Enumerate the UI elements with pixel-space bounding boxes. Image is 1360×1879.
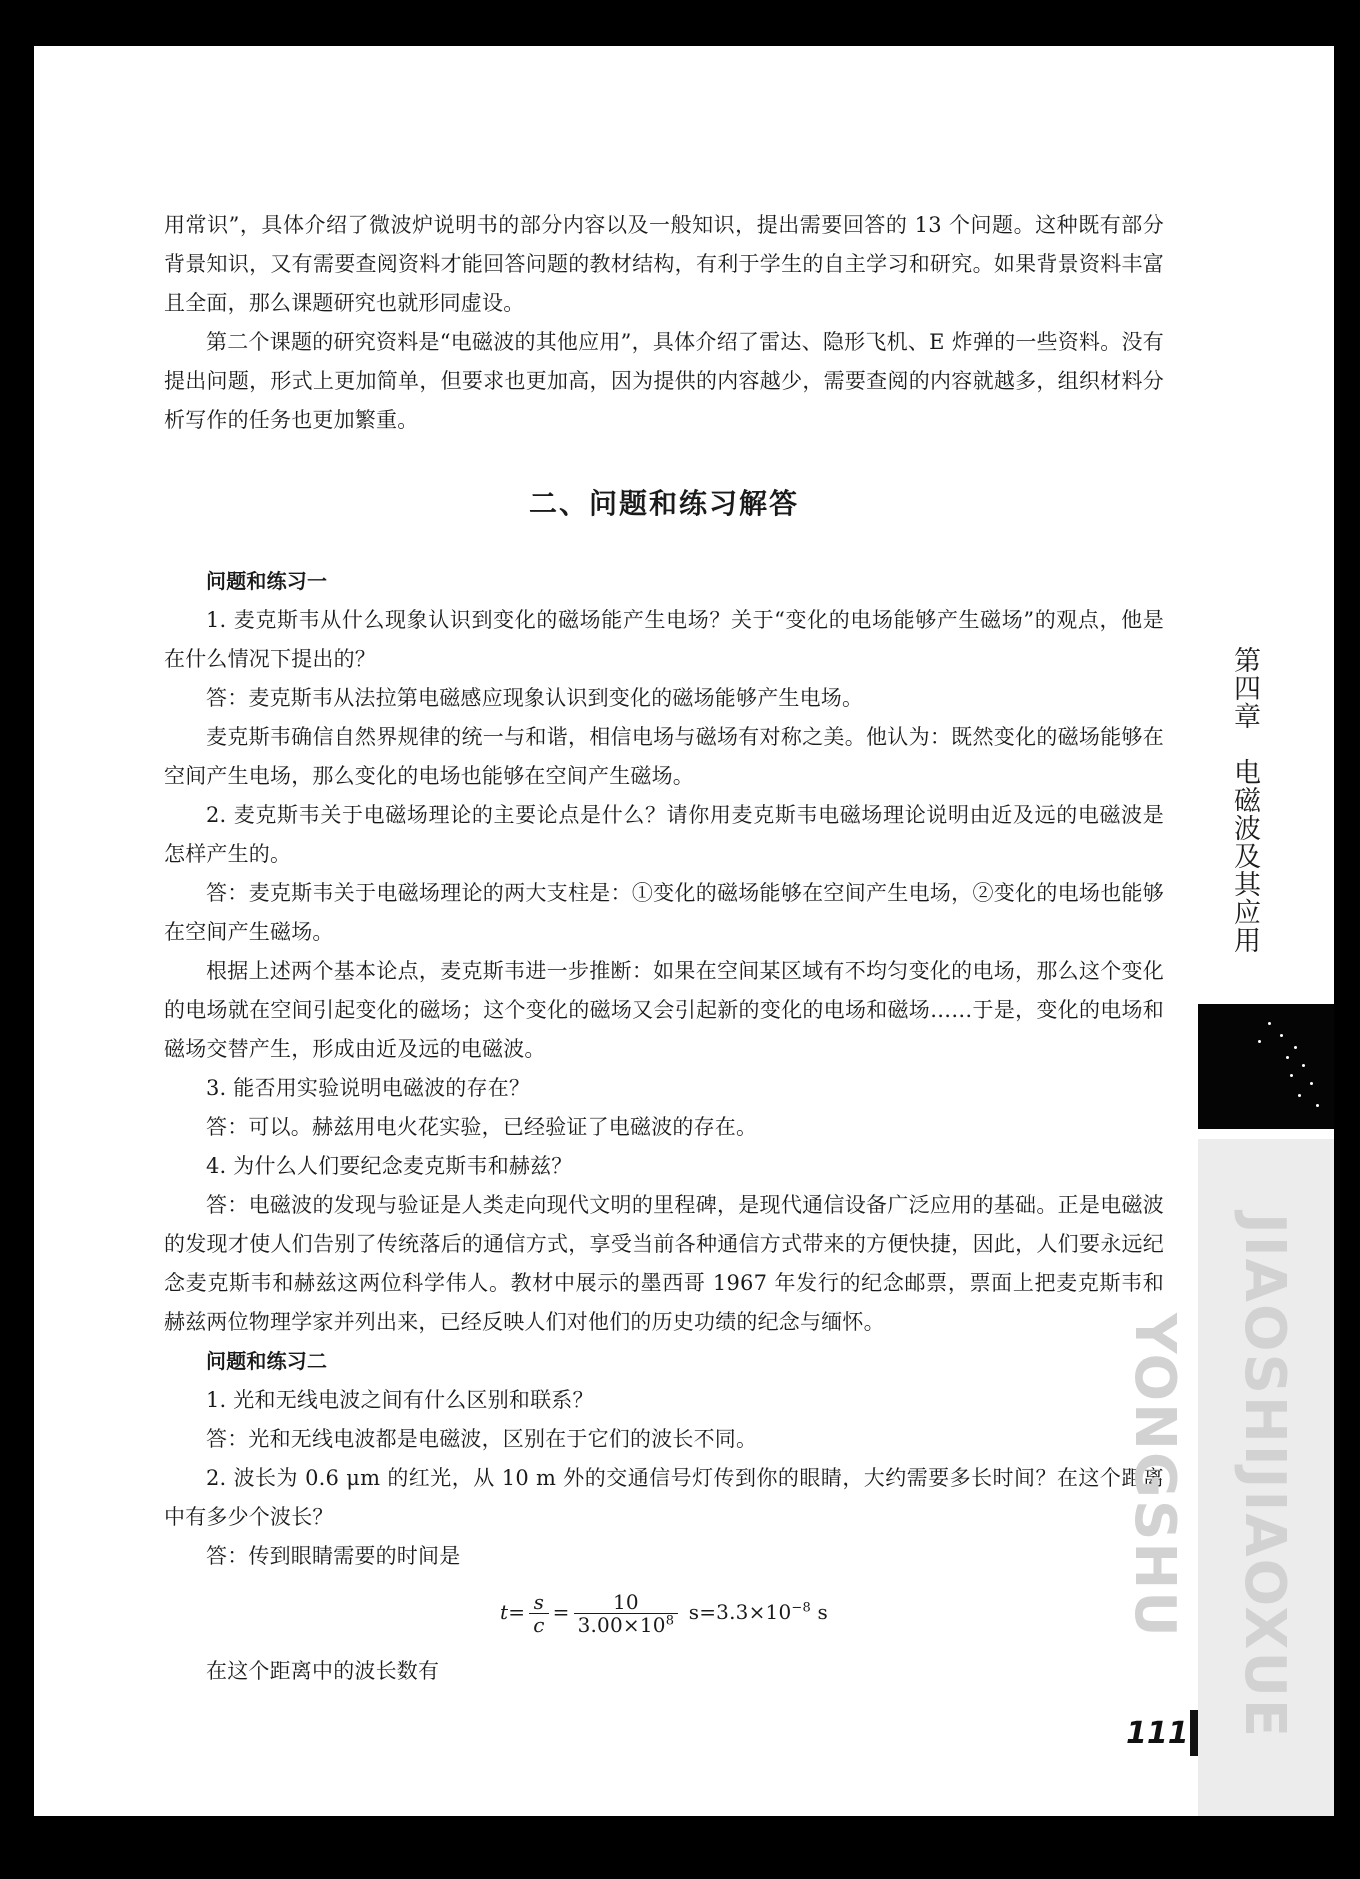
ex1-answer-2b: 根据上述两个基本论点，麦克斯韦进一步推断：如果在空间某区域有不均匀变化的电场，那么这个变化的电场就在空间引起变化的磁场；这个变化的磁场又会引起新的变化的电场和磁场……于是，变化的电场和磁场交替产生，形成由近及远的电磁波。 — [164, 959, 1164, 1061]
sparkle-dot — [1280, 1034, 1283, 1037]
intro-paragraph-1: 用常识”，具体介绍了微波炉说明书的部分内容以及一般知识，提出需要回答的 13 个问题。这种既有部分背景知识，又有需要查阅资料才能回答问题的教材结构，有利于学生的自主学习和研究。如果背景资料丰富且全面，那么课题研究也就形同虚设。 — [164, 213, 1164, 315]
fraction-numerator-10: 10 — [574, 1591, 679, 1614]
exercise-2-heading: 问题和练习二 — [206, 1349, 328, 1373]
fraction-numeric — [574, 1591, 679, 1636]
result-exponent: −8 — [791, 1600, 811, 1616]
ex2-question-1: 1. 光和无线电波之间有什么区别和联系？ — [206, 1388, 594, 1412]
ex1-answer-1b: 麦克斯韦确信自然界规律的统一与和谐，相信电场与磁场有对称之美。他认为：既然变化的磁场能够在空间产生电场，那么变化的电场也能够在空间产生磁场。 — [164, 725, 1164, 788]
speed-mantissa: 3.00×10 — [577, 1613, 666, 1637]
speed-exponent: 8 — [665, 1613, 675, 1629]
fraction-denominator-c: c — [533, 1613, 545, 1637]
sparkle-dot — [1286, 1056, 1289, 1059]
ex1-question-2: 2. 麦克斯韦关于电磁场理论的主要论点是什么？请你用麦克斯韦电磁场理论说明由近及远的电磁波是怎样产生的。 — [164, 803, 1164, 866]
exercise-1-heading: 问题和练习一 — [206, 569, 328, 593]
formula-unit: s — [810, 1600, 828, 1624]
sparkle-dot — [1268, 1022, 1271, 1025]
ex1-answer-1a: 答：麦克斯韦从法拉第电磁感应现象认识到变化的磁场能够产生电场。 — [206, 686, 864, 710]
formula-lhs: t= — [499, 1600, 526, 1624]
section-title: 二、问题和练习解答 — [528, 487, 799, 520]
document-page — [34, 46, 1334, 1816]
formula-result: s=3.3×10 — [682, 1600, 792, 1624]
sparkle-dot — [1310, 1082, 1313, 1085]
fraction-denominator-speed — [574, 1614, 679, 1636]
ex1-question-3: 3. 能否用实验说明电磁波的存在？ — [206, 1076, 531, 1100]
ex1-question-1: 1. 麦克斯韦从什么现象认识到变化的磁场能产生电场？关于“变化的电场能够产生磁场”的观点，他是在什么情况下提出的？ — [164, 608, 1164, 671]
fraction-s-over-c — [529, 1591, 548, 1636]
side-watermark-letters: JIAOSHIJIAOXUE YONGSHU — [1122, 1212, 1297, 1740]
ex2-after-formula: 在这个距离中的波长数有 — [206, 1659, 440, 1683]
ex1-answer-4: 答：电磁波的发现与验证是人类走向现代文明的里程碑，是现代通信设备广泛应用的基础。正是电磁波的发现才使人们告别了传统落后的通信方式，享受当前各种通信方式带来的方便快捷，因此，人们要永远纪念麦克斯韦和赫兹这两位科学伟人。教材中展示的墨西哥 1967 年发行的纪念邮票，票面上把麦克斯韦和赫兹两位物理学家并列出来，已经反映人们对他们的历史功绩的纪念与缅怀。 — [164, 1193, 1164, 1334]
sparkle-decoration — [1198, 1004, 1334, 1129]
main-text — [164, 206, 1164, 1691]
sparkle-dot — [1290, 1074, 1293, 1077]
page-number: 111 — [1126, 1716, 1189, 1751]
formula-equals: = — [552, 1600, 570, 1624]
page-number-bar — [1190, 1710, 1198, 1756]
sparkle-dot — [1298, 1094, 1301, 1097]
sparkle-dot — [1294, 1046, 1297, 1049]
sparkle-dot — [1258, 1040, 1261, 1043]
ex2-answer-1: 答：光和无线电波都是电磁波，区别在于它们的波长不同。 — [206, 1427, 758, 1451]
intro-paragraph-2: 第二个课题的研究资料是“电磁波的其他应用”，具体介绍了雷达、隐形飞机、E 炸弹的一些资料。没有提出问题，形式上更加简单，但要求也更加高，因为提供的内容越少，需要查阅的内容就越多，组织材料分析写作的任务也更加繁重。 — [164, 330, 1164, 432]
time-formula — [164, 1582, 1164, 1642]
sparkle-dot — [1316, 1104, 1319, 1107]
ex2-question-2: 2. 波长为 0.6 μm 的红光，从 10 m 外的交通信号灯传到你的眼睛，大约需要多长时间？在这个距离中有多少个波长？ — [164, 1466, 1164, 1529]
ex1-answer-3: 答：可以。赫兹用电火花实验，已经验证了电磁波的存在。 — [206, 1115, 758, 1139]
sparkle-dot — [1302, 1064, 1305, 1067]
fraction-numerator-s: s — [529, 1591, 548, 1614]
ex2-answer-2: 答：传到眼睛需要的时间是 — [206, 1544, 461, 1568]
ex1-answer-2a: 答：麦克斯韦关于电磁场理论的两大支柱是：①变化的磁场能够在空间产生电场，②变化的电场也能够在空间产生磁场。 — [164, 881, 1164, 944]
chapter-side-label: 第四章 电磁波及其应用 — [1229, 646, 1260, 954]
ex1-question-4: 4. 为什么人们要纪念麦克斯韦和赫兹？ — [206, 1154, 573, 1178]
